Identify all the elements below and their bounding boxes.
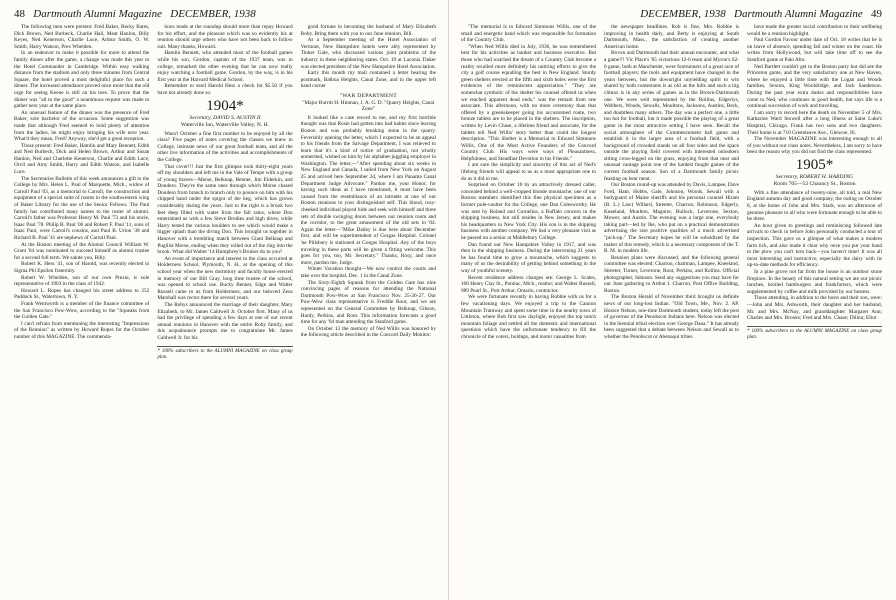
paragraph: The Sixty-Eighth Squeak from the Golden Gate has nine convincing pages of reasons for attending the National Dartmouth Pow-Wow at San Francisco Nov. 25-26-27. Our Pow-Wow class representative is Freddie Root, and we are represented on the General Committee by Belknap, Gibson, Hardy, Perkins, and Root. This information forecasts a good time for any '04 man attending the Stanford game. (300, 279, 436, 326)
paragraph: The Secretaries Bulletin of this week announces a gift to the College by Mrs. Helen L. Paul of Marquette, Mich., widow of Carroll Paul '03, as a memorial to Carroll, the construction and equipment of a special suite of rooms in the southwestern wing of Baker Library for the use of the Senior Fellows. The Paul family has contributed many names to the roster of alumni. Carroll's father was Professor Henry M. Paul '73 and his uncle, Isaac Paul '78. Philip B. Paul '06 and Robert F. Paul '11, sons of Isaac Paul, were Carroll's cousins, and Paul B. Urion '38 and Richard B. Paul '41 are nephews of Carroll Paul. (14, 175, 150, 241)
paragraph: I am sorry to record here the death on November 5 of Mrs. Katharine Ward Stowell after a long illness at Saint Luke's Hospital, Chicago. Frank has two sons and two daughters. Their home is at 710 Greenleave Ave., Glencoe, Ill. (747, 109, 882, 136)
paragraph: In an endeavor to make it possible for more to attend the family dinner after the game, a change was made this year to the Hotel Commander in Cambridge. Within easy walking distance from the stadium and only three minutes from Central Square, the hotel proved a most delightful place for such a dinner. The increased attendance proved once more that the old urge for seeing Keene is still on his toes. To prove that the dinner was "all to the good" a unanimous request was made to gather next year at the same place. (14, 50, 150, 110)
left-columns (14, 24, 436, 594)
paragraph: The following men were present: Fred Baker, Becky Bates, Dick Brown, Ned Burbeck, Charlie Hall, Meat Hanlon, Billy Keyes, Ned Kenerson, Charlie Luce, Arthur Smith, O. W. Smith, Harry Watson, Prex Whelden. (14, 24, 150, 50)
paragraph: Frank Wentworth is a member of the finance committee of the San Francisco Pow-Wow, according to the "Squeaks from the Golden Gate." (14, 300, 150, 321)
paragraph: Wasn't October a fine first number to be enjoyed by all the class? Five pages of notes covering the classes we knew in College, intimate news of our great football team, and all the other live information of the activities and accomplishments of the College. (157, 130, 293, 163)
left-column-3 (301, 24, 436, 594)
paragraph: tions made at the roundup should more than repay Howard for his effort, and the pleasure which was so evidently his at reunion should urge others who have not been back to follow suit. Many thanks, Howard. (157, 24, 293, 50)
paragraph: The November MAGAZINE was interesting enough to all of you without our class notes. Nevertheless, I am sorry to have been the reason why you did not find the class represented. (747, 136, 882, 156)
paragraph: I can't refrain from mentioning the interesting "Impressions of the Reunion" as written by Howard Ropes for the October number of this MAGAZINE. The commenda- (14, 320, 150, 340)
paragraph: In a pine grove not far from the house is an outdoor stone fireplace. In the beauty of this natural setting we ate our picnic lunches, broiled hamburgers and frankfurters, which were supplemented by coffee and milk provided by our hostess. (747, 269, 882, 295)
war-department-heading: "WAR DEPARTMENT (339, 92, 397, 99)
paragraph: On October 13 the memory of Ned Willis was honored by the following article described in the Concord Daily Monitor: (300, 325, 436, 339)
paragraph: Reunion plans were discussed, and the following general committee was elected: Charron, chairman, Lampee, Kneeland, Streeter, Turner, Leverone, Root, Perkins, and Rollins. Official photographer, Johnson. Send any suggestions you may have for our June gathering to Arthur I. Charron, Post Office Building, Boston. (604, 254, 739, 294)
paragraph: At a September meeting of the Hotel Association of Vermont, New Hampshire hotels were ably represented by Tinker Gale, who discussed various joint problems of the industry in these neighboring states. Oct. 19 at Laconia Tinker was elected president of the New Hampshire Hotel Association. (300, 37, 436, 70)
war-department-subtitle: "Major Burritt H. Hinman, J. A. G. D. "Quarry Heights, Canal Zone" (302, 99, 435, 113)
paragraph: We were fortunate recently in having Robbie with us for a few vacationing days. We enjoyed a trip to the Cannon Mountain Tramway and spent some time in the nearby town of Littleton, where Bob first saw daylight, enjoyed the top notch mountain foliage and settled all the domestic and international questions which have the unfortunate tendency to fill the chronicle of the voters, holdups, and motor casualties from (461, 294, 596, 340)
paragraph: Remember to send Harold Hess a check for $5.50 if you have not already done so. (157, 83, 293, 96)
paragraph: Dan found our New Hampshire Valley in 1917, and was then in the shipping business. During the intervening 21 years he has found time to grow a moustache, which suggests to many of us the desirability of getting behind something in the way of youthful scenery. (461, 241, 596, 274)
class-1904-address: Waterville Inn, Waterville Valley, N. H. (180, 121, 270, 128)
right-column-1 (461, 24, 596, 594)
paragraph: With a fine attendance of twenty-nine, all told, a real New England autumn day and good company, the outing on October 8, at the home of John and Mrs. Stark, was an afternoon of genuine pleasure to all who were fortunate enough to be able to be there. (747, 189, 882, 223)
right-column-2 (604, 24, 739, 594)
left-magazine-title: Dartmouth Alumni Magazine (33, 8, 162, 20)
paragraph: Early this month my mail contained a letter bearing the postmark, Balboa Heights, Canal Zone, and in the upper left hand corner (300, 70, 436, 90)
footnote: * 100% subscribers to the ALUMNI MAGAZINE on class group plan. (747, 326, 882, 341)
paragraph: Our Boston round-up was attended by Davis, Lampee, Dave Ford, Ham. Hobbs, Gale, Johnson, Woods, Sewall with a bodyguard of Maine sheriffs and his personal counsel Hiram (B. L.) Law) Willard, Streeter, Charron, Robinson, Edgerly, Kneeland, Moulton, Maguire, Bullock, Leverone, Sexton, Mower, and Austin. The evening was a large one, everybody taking part—led by Ike, who put on a practical demonstration advertising the rare positive qualities of a much advertised "pick-up." The Secretary hopes he will be subsidized by the maker of this remedy, which is a necessary component of the T. B. M. in modern life. (604, 182, 739, 255)
paragraph: Robert K. Hess '41, son of Harold, was recently elected to Sigma Phi Epsilon fraternity. (14, 261, 150, 274)
paragraph: An hour given to greetings and reminiscing followed late arrivals to check in before John personally conducted a tour of inspection. This gave us a glimpse of what makes a modern farm tick, and also made it clear why once you put your hand to the plow you can't turn back—you haven't time! It was all most interesting and instructive, especially the dairy with its up-to-date methods for efficiency. (747, 222, 882, 269)
paragraph: the newspaper headlines. Rob is fine, Mrs. Robbie is improving in health daily, and Betty is enjoying at South Dartmouth, Mass., the satisfaction of creating another American home. (604, 24, 739, 50)
paragraph: At the Boston meeting of the Alumni Council William W. Grant '04 was nominated to succeed himself as alumni trustee for a second full term. We salute you, Billy. (14, 241, 150, 261)
paragraph: The Robys announced the marriage of their daughter, Mary Elizabeth, to Mr. James Caldwell Jr. October first. Many of us had the privilege of spending a few days at one of our recent annual reunions in Hanover with the entire Roby family, and this acquaintance prompts me to congratulate Mr. James Caldwell Jr. for his (157, 301, 293, 341)
paragraph: Winter Vacation thought—We now control the courts and take over the hospital. Dec. 1 in the Canal Zone. (300, 266, 436, 279)
paragraph: An event of importance and interest to the class occurred at Holderness School, Plymouth, N. H., at the opening of this school year when the new dormitory and faculty house erected in memory of our Bill Gray, long time trustee of the school, was opened to school use. Bucky Benner, Edge and Walter Russell came to us from Holderness, and our beloved Zeus Marshall was rector there for several years. (157, 255, 293, 302)
paragraph: Howard L. Ropes has changed his street address to 252 Paddock St., Watertown, N. Y. (14, 287, 150, 301)
paragraph: Brown and Dartmouth had their annual encounter, and what a game!!! Vic Place's '05 victorious 12-6 team and Myron's 62-0 game, both at Manchester, were forerunners of a great race of football players; the tools and equipment have changed in the years between, but the downright unyielding spirit to win shared by both contestants is as old as the hills and such a big climax is in any series of games as in the Brown-Dartmouth one. We were well represented by the Rollins, Edgerlys, Webbers, Woods, Sewalls, Moultons, Jacksons, Austins, Beck, and doubtless many others. The day was a perfect one, a little too hot for football, but it made possible the playing of a great game in the most attractive setting I have seen. Recall the social atmosphere of the Commencement ball game and establish it in the larger area of a football field, with a background of crowded stands on all four sides and the space outside the playing field covered with interested onlookers sitting cross-legged on the grass, enjoying from that near and unusual vantage point one of the hardest fought games of the current football season. Son of a Dartmouth family picnic feasting on bear meat. (604, 50, 739, 182)
right-column-3 (747, 24, 882, 594)
paragraph: good fortune in becoming the husband of Mary Elizabeth Roby. Bring them with you to our June reunion, Bill. (300, 24, 436, 37)
footnote: * 100% subscribers to the ALUMNI MAGAZINE on class group plan. (157, 346, 292, 361)
paragraph: Those attending, in addition to the hosts and their son, were:—John and Mrs. Ashworth, their daughter and her husband, Mr. and Mrs. McNay, and granddaughter Margaret Ann; Charles and Mrs. Brooks; Fred and Mrs. Chase; Dillon; Eliot (747, 295, 882, 322)
class-1905-secretary: Secretary, ROBERT H. HARDING (775, 173, 854, 180)
paragraph: Robert W. Whelden, son of our own Prexie, is sole representative of 1903 in the class of 1942. (14, 274, 150, 288)
paragraph: Recent residence address changes are: George L. Scales, 100 Henry Clay St., Pontiac, Mich., realtor; and Walter Russell, 989 Pearl St., Port Arthur, Ontario, contractor. (461, 274, 596, 294)
paragraph: have made the greater social contribution to their wellbeing would be a reunion highlight. (747, 24, 882, 37)
right-issue-date: DECEMBER, 1938 (640, 8, 726, 20)
right-page-number: 49 (871, 8, 882, 20)
class-1904-heading: 1904* (206, 97, 244, 114)
left-column-1 (14, 24, 149, 594)
paragraph: Paul Gordon Favour under date of Oct. 18 writes that he is on leave of absence, spending fall and winter on the coast. He writes from Hollywood, but will take time off to see the Stanford game at Palo Alto. (747, 37, 882, 63)
paragraph: That cover!!! Just the first glimpse took thirty-eight years off my shoulders and left me in the Vale of Tempe with a group of young braves—Morse, Belknap, Benner, Jim Elderkin, and Dondero. They're the same ones through which Morse chased Dondero from branch to branch only to pounce on him with his chipped hand under the spigot of the keg, which has grown considerably during the years. Just to the right is a brook two feet deep filled with water from the fall rains, where Don entertained us with a few Steve Brodies and high dives, while Harry tested the various boulders to see which would make a bigger splash than the diving Don. This brought us together in Hanover with a trembling match between Giant Belknap and Pugilist Morse, ending when they rolled out of the ring into the brook. What did Walter '14 Humphrey's Bruiser do to you? (157, 163, 293, 256)
class-1905-heading: 1905* (795, 156, 834, 173)
paragraph: Surprised on October 10 by an attractively dressed caller, concealed behind a well-cropped blonde moustache; one of our Boston members identified this fine physical specimen as a former pole-vaulter for the College, one Dan Colesworthy. He was sent by Roland and Cornelius, a Buffalo concern in the shipping business, but still resides in New Jersey, and makes his headquarters in New York City. His son is in the shipping business with another company. We had a very pleasant visit as he passed on a senior at Middlebury College. (461, 182, 596, 241)
left-page-number: 48 (14, 8, 25, 20)
class-1904-secretary: Secretary, DAVID S. AUSTIN II (189, 114, 261, 121)
class-1905-address: Room 705—52 Chauncy St., Boston (773, 180, 856, 187)
paragraph: "When Ned Willis died in July, 1936, he was remembered best for his activities as banker and business executive. But those who had watched the dream of a Country Club become a reality recalled more definitely his untiring efforts to give the city a golf course equalling the best in New England. Sturdy green shelters erected at the fifth and sixth holes were the first evidences of the reminiscent appreciation." "They are somewhat symbolic of the shelter his counsel offered us when we reached apparent dead ends," was the remark from one associate. This afternoon, with no more ceremony than that offered by a greenskeeper going his accustomed route, two bronze tablets are to be placed in the shelters. The inscription, written by Levin Chase, a lifetime friend and associate, for the tablets tell Ned Willis' story better than could the longest description. "This Shelter is a Memorial to Edward Simmons Willis, One of the Most Active Founders of the Concord Country Club. His ways were ways of Pleasantness, Helpfulness, and Steadfast Devotion to his Friends." (461, 43, 596, 162)
paragraph: "The memorial is to Edward Simmons Willis, one of the small and energetic band which was responsible for formation of the Country Club. (461, 24, 596, 44)
paragraph: Hamlin Bennett, who attended most of the football games while his son, Gordon, captain of the 1937 team, was in college, remarked the other evening that he can now really enjoy watching a football game. Gordon, by the way, is in his first year at the Harvard Medical School. (157, 50, 293, 83)
paragraph: It looked like a case record to me, and my first horrible thought was that Rosie had gotten into bad habits since leaving Boston and was probably breaking stone in the quarry. Feverishly opening the letter, which I expected to be an appeal to his friends from the Salvage Department, I was relieved to learn that it's a kind of notice of graduation, not wholly unmerited, wished on him by his alphabet-juggling employer in Washington. The letter,—"After spending about six weeks in New England and Canada, I sailed from New York on August 25 and arrived here September 2d, where I am Panama Canal Department Judge Advocate." Pardon me, your Honor, for having such ideas as I have mentioned, it must have been caused from the resemblance of an intruder at one of our Boston reunions to your distinguished self. This blond, rosy-cheeked individual played hide and seek with himself and three sets of double swinging doors between our reunion room and the corridor, to the great amusement of the old sets in '04. Again the letter—"Mike Dailey is due here about December first, and will be superintendent of Gorgas Hospital. Colonel 'ne Pillsbury is stationed at Gorgas Hospital. Any of the boys traveling in these parts will be given a fitting welcome. This goes for you, too, Mr. Secretary." Thanks, Rosy, and once more, pardon me, Judge. (300, 114, 436, 266)
right-page (448, 0, 896, 600)
left-column-2 (157, 24, 292, 594)
left-page-header (14, 8, 436, 22)
paragraph: Those present: Fred Baker, Hamlin and Mary Bennett, Edith and Ned Burbeck, Dick and Helen Brown, Arthur and Susan Hanlon, Ned and Charlotte Kenerson, Charlie and Edith Luce, Orvil and Amy Smith, Harry and Edith Watson, and Isabelle Luce. (14, 142, 150, 176)
paragraph: I am sure the simplicity and sincerity of this act of Ned's lifelong friends will appeal to us as a most appropriate one to do as it did to me. (461, 162, 596, 182)
right-magazine-title: Dartmouth Alumni Magazine (734, 8, 863, 20)
right-columns (461, 24, 882, 594)
left-issue-date: DECEMBER, 1938 (170, 8, 256, 20)
right-page-header (461, 8, 882, 22)
paragraph: An unusual feature of the dinner was the presence of Fred Baker, sole bachelor of the occasion. Some suggestion was made that although Fred seemed to hold plenty of attention from the ladies, he might enjoy bringing his wife next year. What'd they mean, Fred? Anyway, she'd get a great reception. (14, 109, 150, 143)
paragraph: The Boston Herald of November third brought us definite news of our long-lost Indian. "Old Town, Me., Nov. 2. AP. Horace Nelson, one-time Dartmouth student, today left the post of governor of the Penobscot Indians here. Nelson was elected in the biennial tribal election over George Dana." It has already been suggested that a debate between Nelson and Sewall as to whether the Penobscot or Abenaqui tribes (604, 294, 739, 340)
paragraph: Ned Bartlett couldn't get to the Boston party but did see the Princeton game, and the very satisfactory one at New Haven, where he enjoyed a little time with the Logan and Woods families, Sexton, King Wooldridge, and Jack Sanderson. During the past year extra duties and responsibilities have come to Ned, who continues in good health, but says life is a continual succession of work and traveling. (747, 63, 882, 110)
